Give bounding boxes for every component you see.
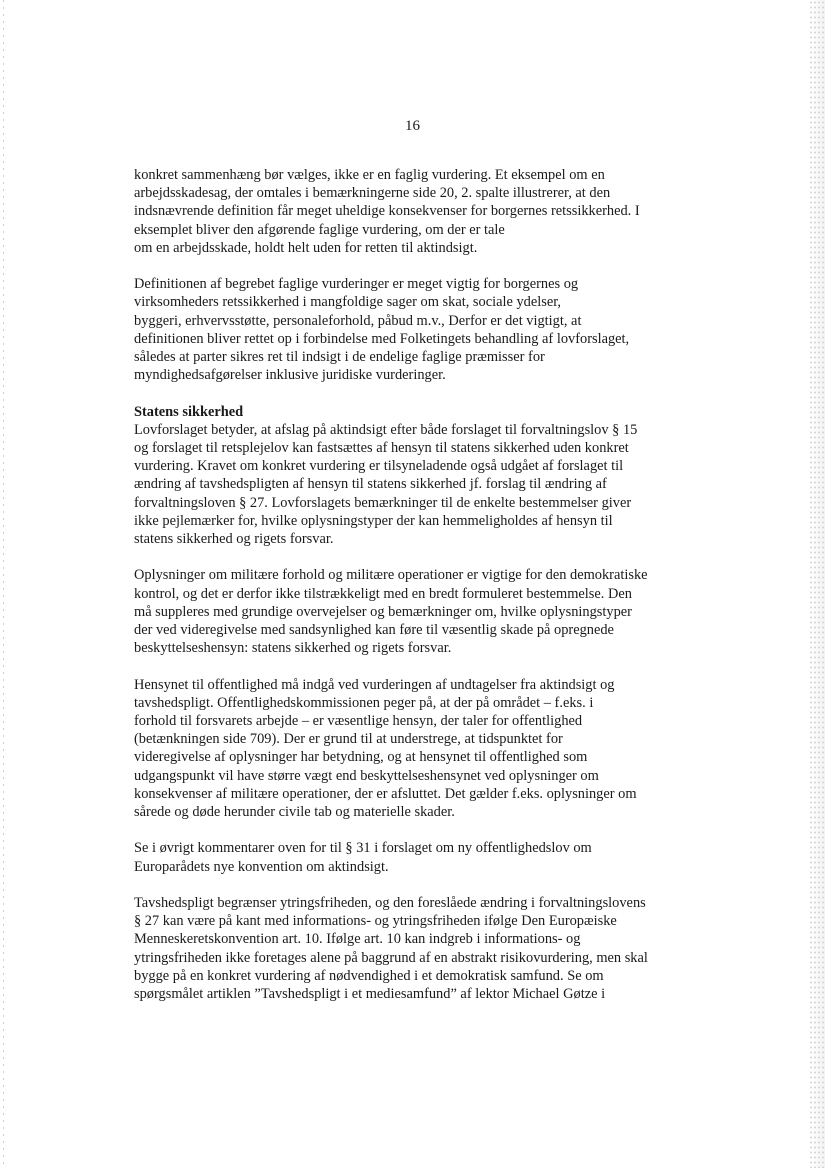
text-line: virksomheders retssikkerhed i mangfoldige sager om skat, sociale ydelser, bbox=[134, 294, 562, 311]
text-line: Hensynet til offentlighed må indgå ved vurderingen af undtagelser fra aktindsigt og bbox=[134, 676, 615, 693]
text-line: konkret sammenhæng bør vælges, ikke er en faglig vurdering. Et eksempel om en bbox=[134, 167, 605, 183]
paragraph bbox=[134, 166, 694, 257]
text-line: sårede og døde herunder civile tab og materielle skader. bbox=[134, 804, 455, 821]
text-line: om en arbejdsskade, holdt helt uden for retten til aktindsigt. bbox=[134, 239, 478, 256]
text-line: og forslaget til retsplejelov kan fastsættes af hensyn til statens sikkerhed uden konkret bbox=[134, 440, 629, 457]
scan-edge-left bbox=[3, 0, 4, 1168]
text-line: indsnævrende definition får meget uheldige konsekvenser for borgernes retssikkerhed. I bbox=[134, 203, 640, 220]
text-line: eksemplet bliver den afgørende faglige vurdering, om der er tale bbox=[134, 221, 505, 238]
text-line: bygge på en konkret vurdering af nødvendighed i et demokratisk samfund. Se om bbox=[134, 967, 604, 984]
paragraph bbox=[134, 894, 694, 1003]
text-line: Se i øvrigt kommentarer oven for til § 31 i forslaget om ny offentlighedslov om bbox=[134, 840, 592, 857]
paragraph bbox=[134, 839, 694, 875]
text-line: byggeri, erhvervsstøtte, personaleforhold, påbud m.v., Derfor er det vigtigt, at bbox=[134, 312, 582, 329]
paragraph bbox=[134, 403, 694, 549]
text-line: der ved videregivelse med sandsynlighed kan føre til væsentlig skade på opregnede bbox=[134, 622, 614, 639]
text-line: må suppleres med grundige overvejelser og bemærkninger om, hvilke oplysningstyper bbox=[134, 603, 632, 620]
text-line: arbejdsskadesag, der omtales i bemærkningerne side 20, 2. spalte illustrerer, at den bbox=[134, 185, 611, 202]
text-line: ikke pejlemærker for, hvilke oplysningstyper der kan hemmeligholdes af hensyn til bbox=[134, 512, 613, 529]
text-line: vurdering. Kravet om konkret vurdering er tilsyneladende også udgået af forslaget til bbox=[134, 458, 624, 475]
text-line: beskyttelseshensyn: statens sikkerhed og rigets forsvar. bbox=[134, 640, 452, 657]
section-heading: Statens sikkerhed bbox=[134, 403, 244, 420]
text-line: ytringsfriheden ikke foretages alene på baggrund af en abstrakt risikovurdering, men skal bbox=[134, 949, 648, 966]
text-line: konsekvenser af militære operationer, der er afsluttet. Det gælder f.eks. oplysninger om bbox=[134, 785, 637, 802]
text-line: udgangspunkt vil have større vægt end beskyttelseshensynet ved oplysninger om bbox=[134, 767, 599, 784]
text-line: forhold til forsvarets arbejde – er væsentlige hensyn, der taler for offentlighed bbox=[134, 713, 583, 730]
text-line: Europarådets nye konvention om aktindsigt. bbox=[134, 858, 389, 875]
paragraph bbox=[134, 275, 694, 384]
text-line: videregivelse af oplysninger har betydning, og at hensynet til offentlighed som bbox=[134, 749, 588, 766]
text-line: § 27 kan være på kant med informations- og ytringsfriheden ifølge Den Europæiske bbox=[134, 913, 617, 930]
text-line: Menneskeretskonvention art. 10. Ifølge art. 10 kan indgreb i informations- og bbox=[134, 931, 581, 948]
text-line: ændring af tavshedspligten af hensyn til statens sikkerhed jf. forslag til ændring af bbox=[134, 476, 607, 493]
body-text bbox=[134, 166, 694, 1021]
text-line: Lovforslaget betyder, at afslag på aktindsigt efter både forslaget til forvaltningslov § 15 bbox=[134, 421, 638, 438]
paragraph bbox=[134, 566, 694, 657]
scan-edge-right bbox=[809, 0, 825, 1168]
text-line: Oplysninger om militære forhold og militære operationer er vigtige for den demokratiske bbox=[134, 567, 648, 584]
text-line: kontrol, og det er derfor ikke tilstrækkeligt med en bredt formuleret bestemmelse. Den bbox=[134, 585, 632, 602]
paragraph bbox=[134, 676, 694, 822]
text-line: statens sikkerhed og rigets forsvar. bbox=[134, 531, 334, 548]
text-line: således at parter sikres ret til indsigt i de endelige faglige præmisser for bbox=[134, 349, 545, 366]
text-line: tavshedspligt. Offentlighedskommissionen peger på, at der på området – f.eks. i bbox=[134, 694, 594, 711]
text-line: (betænkningen side 709). Der er grund til at understrege, at tidspunktet for bbox=[134, 731, 563, 748]
text-line: Tavshedspligt begrænser ytringsfriheden, og den foreslåede ændring i forvaltningslovens bbox=[134, 895, 646, 912]
text-line: spørgsmålet artiklen ”Tavshedspligt i et mediesamfund” af lektor Michael Gøtze i bbox=[134, 986, 606, 1003]
text-line: forvaltningsloven § 27. Lovforslagets bemærkninger til de enkelte bestemmelser giver bbox=[134, 494, 632, 511]
text-line: myndighedsafgørelser inklusive juridiske vurderinger. bbox=[134, 367, 446, 384]
text-line: Definitionen af begrebet faglige vurderinger er meget vigtig for borgernes og bbox=[134, 276, 579, 293]
page-number: 16 bbox=[405, 118, 420, 134]
text-line: definitionen bliver rettet op i forbindelse med Folketingets behandling af lovforslaget, bbox=[134, 330, 630, 347]
